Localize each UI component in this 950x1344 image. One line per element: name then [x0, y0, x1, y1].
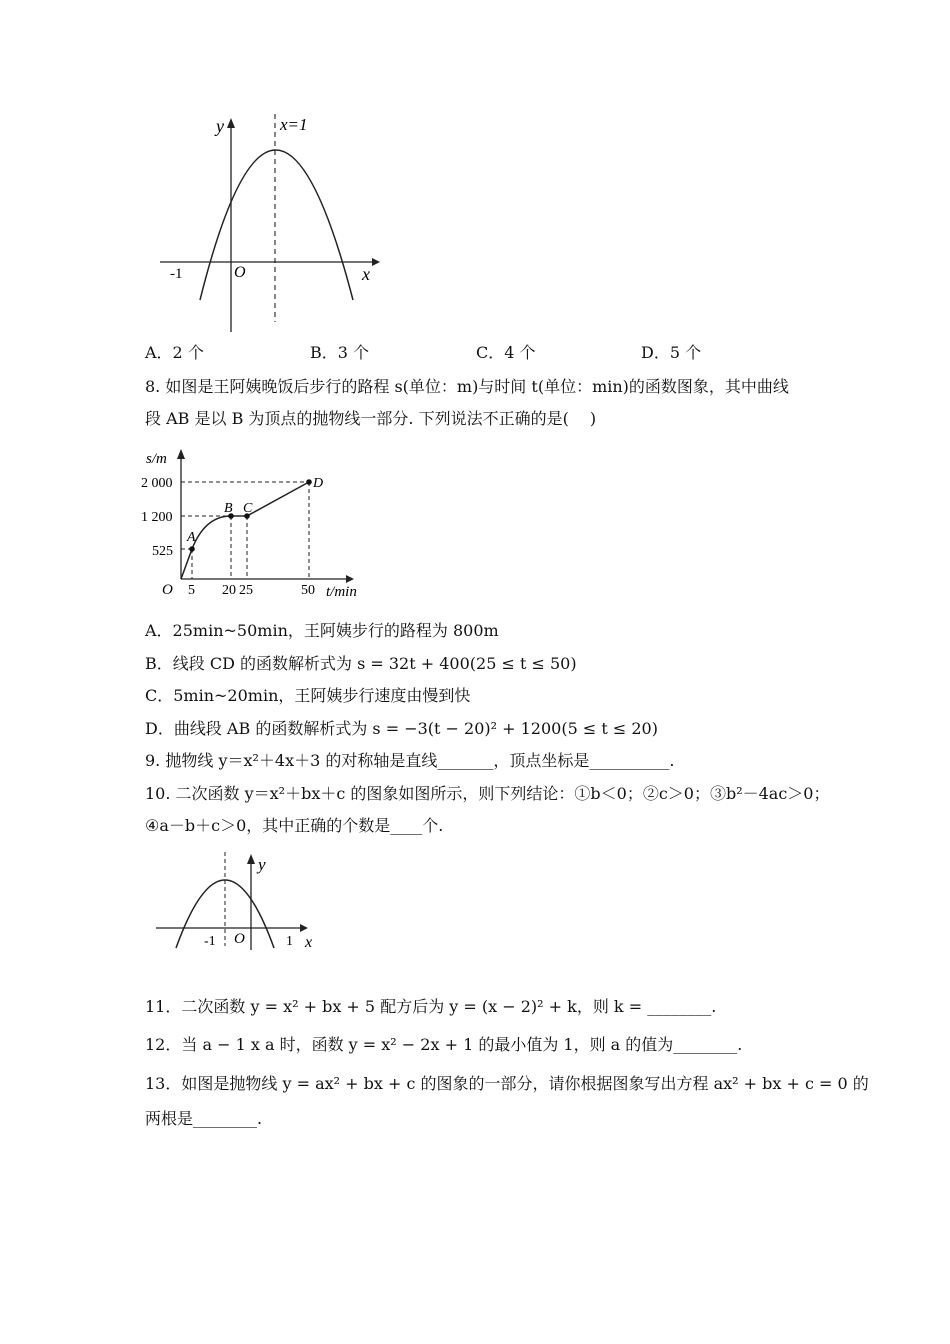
s-axis-label: s/m	[146, 451, 167, 467]
point-a-label: A	[187, 530, 196, 545]
point-d-label: D	[313, 476, 324, 491]
point-d	[306, 479, 312, 485]
x-axis-arrow	[300, 924, 308, 932]
y-axis-label: y	[258, 855, 266, 874]
q8-option-b: B．线段 CD 的函数解析式为 s = 32t + 400(25 ≤ t ≤ 50)	[145, 654, 577, 673]
q13-line1: 13．如图是抛物线 y = ax² + bx + c 的图象的一部分，请你根据图象写出方程 ax² + bx + c = 0 的	[145, 1074, 869, 1093]
q8-stem-line1: 8. 如图是王阿姨晚饭后步行的路程 s(单位：m)与时间 t(单位：min)的函数图象，其中曲线	[145, 377, 789, 396]
x-axis-label: x	[362, 264, 370, 284]
s-tick-525: 525	[152, 544, 173, 559]
segment-CD	[247, 482, 309, 516]
q8-option-a: A．25min~50min，王阿姨步行的路程为 800m	[145, 621, 499, 640]
s-tick-1200: 1 200	[141, 510, 173, 525]
y-axis-label: y	[216, 116, 224, 136]
neg-one-label: -1	[204, 934, 216, 949]
t-tick-20: 20	[222, 583, 236, 598]
origin-label: O	[234, 931, 245, 947]
q10-line1: 10. 二次函数 y＝x²＋bx＋c 的图象如图所示，则下列结论：①b＜0；②c＞0；③b²－4ac＞0；	[145, 784, 830, 803]
y-axis-arrow	[247, 854, 255, 864]
t-axis-label: t/min	[326, 584, 357, 600]
symmetry-label: x=1	[280, 115, 308, 134]
q7-option-a: A．2 个	[145, 343, 204, 362]
q11-text: 11．二次函数 y = x² + bx + 5 配方后为 y = (x − 2)² + k，则 k = ________.	[145, 997, 717, 1016]
origin-label: O	[234, 264, 246, 281]
q8-option-d: D．曲线段 AB 的函数解析式为 s = −3(t − 20)² + 1200(5 ≤ t ≤ 20)	[145, 719, 658, 738]
q8-option-c: C．5min~20min，王阿姨步行速度由慢到快	[145, 686, 471, 705]
x-axis-arrow	[372, 258, 380, 266]
q9-text: 9. 抛物线 y＝x²＋4x＋3 的对称轴是直线_______，顶点坐标是__________.	[145, 751, 675, 770]
q8-stem-line2: 段 AB 是以 B 为顶点的抛物线一部分. 下列说法不正确的是( )	[145, 409, 597, 428]
q7-option-d: D．5 个	[641, 343, 702, 362]
point-c-label: C	[243, 501, 253, 516]
t-tick-25: 25	[239, 583, 253, 598]
y-axis-arrow	[227, 118, 235, 128]
neg-one-label: -1	[170, 266, 183, 282]
s-axis-arrow	[177, 449, 185, 459]
point-b-label: B	[224, 501, 233, 516]
q7-option-c: C．4 个	[476, 343, 536, 362]
s-tick-2000: 2 000	[141, 476, 173, 491]
q7-option-b: B．3 个	[310, 343, 370, 362]
q13-line2: 两根是________.	[145, 1109, 263, 1128]
one-label: 1	[286, 934, 293, 949]
t-axis-arrow	[346, 575, 354, 583]
point-a	[189, 546, 195, 552]
q7-parabola-figure	[150, 110, 390, 340]
origin-label: O	[162, 582, 173, 598]
q8-distance-time-graph	[140, 445, 380, 605]
curve-AB	[192, 516, 231, 549]
x-axis-label: x	[305, 934, 313, 951]
t-tick-50: 50	[301, 583, 315, 598]
q10-line2: ④a－b＋c＞0，其中正确的个数是____个.	[145, 816, 444, 835]
segment-OA	[181, 549, 192, 579]
q10-parabola-figure	[152, 850, 327, 955]
parabola-curve	[200, 150, 353, 300]
q12-text: 12．当 a − 1 x a 时，函数 y = x² − 2x + 1 的最小值为 1，则 a 的值为________.	[145, 1035, 743, 1054]
t-tick-5: 5	[188, 583, 195, 598]
